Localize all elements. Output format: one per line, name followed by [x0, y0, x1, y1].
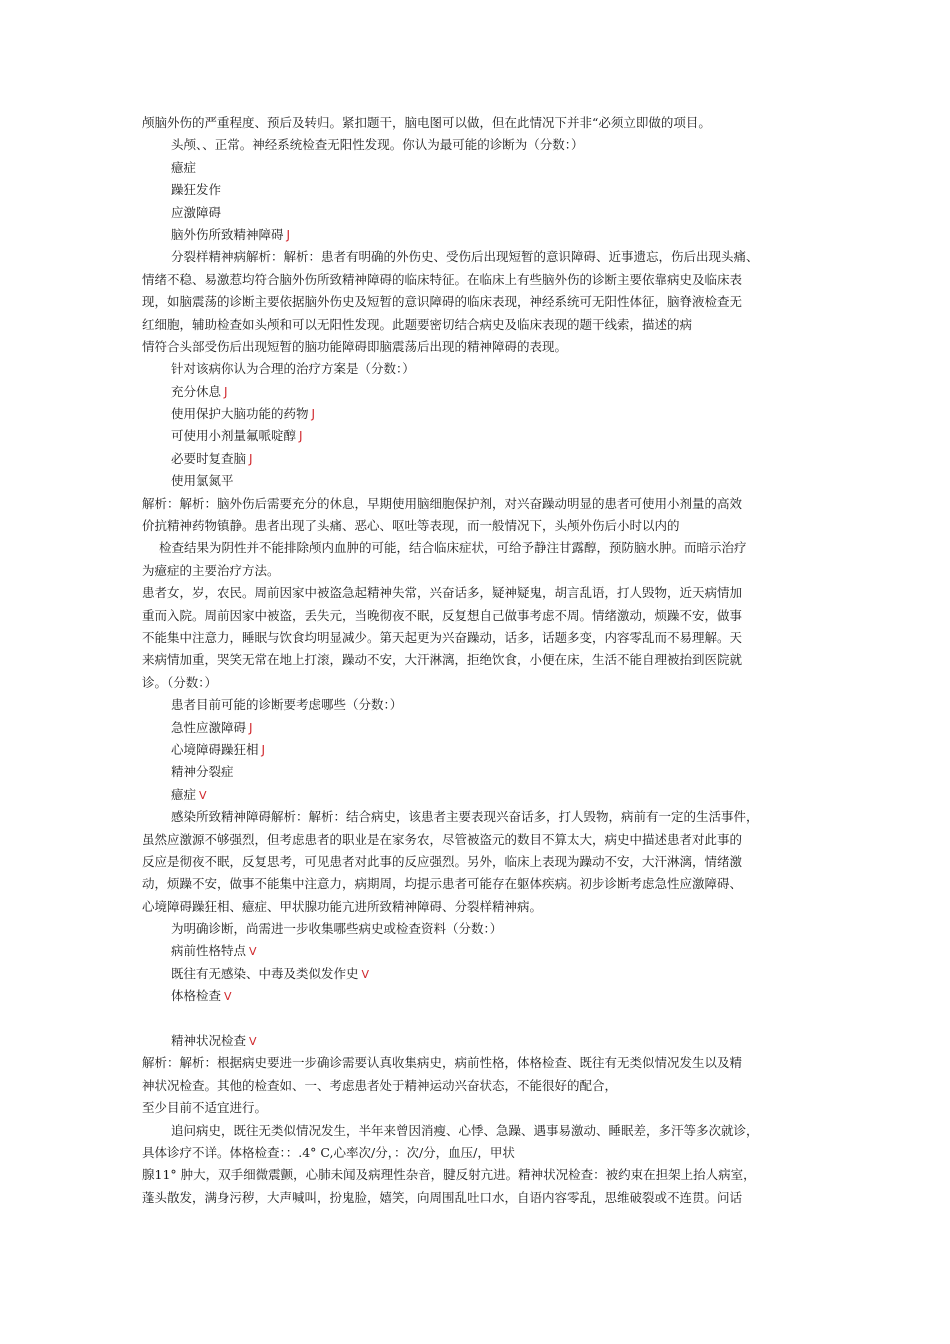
text-line [142, 425, 822, 447]
line-text: 追问病史，既往无类似情况发生，半年来曾因消瘦、心悸、急躁、遇事易激动、睡眠差，多汗等多次就诊， [171, 1122, 759, 1138]
text-line [142, 694, 822, 716]
line-text: 现，如脑震荡的诊断主要依据脑外伤史及短暂的意识障碍的临床表现，神经系统可无阳性体征，脑脊液检查无 [142, 294, 743, 310]
answer-mark: V [249, 1035, 257, 1049]
answer-mark: V [249, 945, 257, 959]
line-text: 至少目前不适宜进行。 [142, 1100, 268, 1116]
line-text: 蓬头散发，满身污秽，大声喊叫，扮鬼脸，嬉笑，向周围乱吐口水，自语内容零乱，思维破裂或不连贯。问话 [142, 1189, 743, 1205]
line-text: 情绪不稳、易激惹均符合脑外伤所致精神障碍的临床特征。在临床上有些脑外伤的诊断主要依靠病史及临床表 [142, 271, 743, 287]
line-text: 价抗精神药物镇静。患者出现了头痛、恶心、呕吐等表现，而一般情况下，头颅外伤后小时以内的 [142, 518, 680, 534]
answer-mark: J [249, 451, 253, 466]
line-text: 急性应激障碍 [171, 719, 247, 735]
line-text: 精神状况检查 [171, 1033, 247, 1049]
blank-line [142, 1008, 822, 1030]
text-line [142, 403, 822, 425]
line-text: 检查结果为阴性并不能排除颅内血肿的可能，结合临床症状，可给予静注甘露醇，预防脑水肿。而暗示治疗 [159, 540, 747, 556]
line-text: 腺11° 肿大，双手细微震颤，心肺未闻及病理性杂音，腱反射亢进。精神状况检查：被约束在担架上抬人病室， [142, 1167, 756, 1183]
text-line [142, 1164, 822, 1186]
line-text: 躁狂发作 [171, 182, 222, 198]
text-line [142, 582, 822, 604]
text-line [142, 112, 822, 134]
line-text: 为明确诊断，尚需进一步收集哪些病史或检查资料（分数：） [171, 921, 503, 937]
line-text: 神状况检查。其他的检查如、一、考虑患者处于精神运动兴奋状态，不能很好的配合， [142, 1077, 618, 1093]
text-line [142, 761, 822, 783]
line-text: 感染所致精神障碍解析：解析：结合病史，该患者主要表现兴奋话多，打人毁物，病前有一定的生活事件， [171, 809, 759, 825]
text-line [142, 381, 822, 403]
answer-mark: J [224, 384, 228, 399]
text-line [142, 1030, 822, 1052]
answer-mark: J [286, 227, 291, 242]
text-line [142, 358, 822, 380]
line-text: 具体诊疗不详。体格检查：：.4° C,心率次/分，：次/分，血压/，甲状 [142, 1144, 515, 1160]
line-text: 充分休息 [171, 383, 222, 399]
text-line [142, 470, 822, 492]
line-text: 解析：解析：根据病史要进一步确诊需要认真收集病史，病前性格，体格检查、既往有无类似情况发生以及精 [142, 1055, 743, 1071]
text-line [142, 1120, 822, 1142]
line-text: 红细胞，辅助检查如头颅和可以无阳性发现。此题要密切结合病史及临床表现的题干线索，描述的病 [142, 316, 693, 332]
text-line [142, 202, 822, 224]
text-line [142, 717, 822, 739]
line-text: 颅脑外伤的严重程度、预后及转归。紧扣题干，脑电图可以做，但在此情况下并非“必须立即做的项目。 [142, 115, 711, 130]
line-text: 体格检查 [171, 988, 222, 1004]
line-text: 患者目前可能的诊断要考虑哪些（分数：） [171, 697, 403, 713]
line-text: 病前性格特点 [171, 943, 247, 959]
line-text: 应激障碍 [171, 204, 222, 220]
text-line [142, 605, 822, 627]
text-line [142, 784, 822, 806]
line-text: 来病情加重，哭笑无常在地上打滚，躁动不安，大汗淋漓，拒绝饮食，小便在床，生活不能自理被抬到医院就 [142, 652, 743, 668]
answer-mark: J [249, 720, 253, 735]
text-line [142, 829, 822, 851]
answer-mark: J [299, 429, 303, 444]
line-text: 情符合头部受伤后出现短暂的脑功能障碍即脑震荡后出现的精神障碍的表现。 [142, 338, 568, 354]
text-line [142, 963, 822, 985]
answer-mark: V [224, 990, 232, 1004]
line-text: 解析：解析：脑外伤后需要充分的休息，早期使用脑细胞保护剂，对兴奋躁动明显的患者可使用小剂量的高效 [142, 495, 743, 511]
line-text: 脑外伤所致精神障碍 [171, 226, 284, 242]
text-line [142, 157, 822, 179]
line-text: 为癔症的主要治疗方法。 [142, 562, 280, 578]
line-text: 使用保护大脑功能的药物 [171, 406, 309, 422]
line-text: 虽然应激源不够强烈，但考虑患者的职业是在家务农，尽管被盗元的数目不算太大，病史中描述患者对此事的 [142, 831, 743, 847]
document-page [142, 112, 822, 1209]
answer-mark: V [361, 967, 370, 981]
text-line [142, 537, 822, 559]
line-text: 分裂样精神病解析：解析：患者有明确的外伤史、受伤后出现短暂的意识障碍、近事遗忘，伤后出现头痛、 [171, 249, 759, 265]
line-text: 诊。（分数：） [142, 674, 218, 690]
line-text: 不能集中注意力，睡眠与饮食均明显减少。第天起更为兴奋躁动，话多，话题多变，内容零乱而不易理解。天 [142, 629, 743, 645]
text-line [142, 314, 822, 336]
line-text: 必要时复查脑 [171, 450, 247, 466]
text-line [142, 1075, 822, 1097]
text-line [142, 179, 822, 201]
text-line [142, 224, 822, 246]
text-line [142, 806, 822, 828]
line-text: 重而入院。周前因家中被盗，丢失元，当晚彻夜不眠，反复想自己做事考虑不周。情绪激动，烦躁不安，做事 [142, 607, 743, 623]
answer-mark: V [199, 788, 207, 802]
line-text: 癔症 [171, 786, 197, 802]
text-line [142, 1187, 822, 1209]
text-line [142, 134, 822, 156]
text-line [142, 985, 822, 1007]
text-line [142, 918, 822, 940]
text-line [142, 672, 822, 694]
text-line [142, 1097, 822, 1119]
line-text: 心境障碍躁狂相 [171, 741, 259, 757]
text-line [142, 940, 822, 962]
line-text: 头颅、、正常。神经系统检查无阳性发现。你认为最可能的诊断为（分数：） [171, 137, 584, 153]
text-line [142, 269, 822, 291]
text-line [142, 851, 822, 873]
line-text: 既往有无感染、中毒及类似发作史 [171, 965, 359, 981]
text-line [142, 873, 822, 895]
answer-mark: J [261, 742, 266, 757]
line-text: 精神分裂症 [171, 764, 234, 780]
line-text: 患者女，岁，农民。周前因家中被盗急起精神失常，兴奋话多，疑神疑鬼，胡言乱语，打人毁物，近天病情加 [142, 585, 743, 601]
line-text: 癔症 [171, 159, 197, 175]
line-text: 可使用小剂量氟哌啶醇 [171, 428, 297, 444]
line-text: 针对该病你认为合理的治疗方案是（分数：） [171, 361, 415, 377]
text-line [142, 515, 822, 537]
text-line [142, 896, 822, 918]
text-line [142, 627, 822, 649]
text-line [142, 1052, 822, 1074]
line-text: 反应是彻夜不眠，反复思考，可见患者对此事的反应强烈。另外，临床上表现为躁动不安，大汗淋漓，情绪激 [142, 853, 743, 869]
text-line [142, 291, 822, 313]
text-line [142, 649, 822, 671]
line-text: 使用氯氮平 [171, 473, 234, 489]
text-line [142, 448, 822, 470]
answer-mark: J [311, 407, 316, 422]
text-line [142, 739, 822, 761]
text-line [142, 336, 822, 358]
line-text: 动，烦躁不安，做事不能集中注意力，病期周，均提示患者可能存在躯体疾病。初步诊断考虑急性应激障碍、 [142, 876, 743, 892]
text-line [142, 246, 822, 268]
text-line [142, 1142, 822, 1164]
line-text: 心境障碍躁狂相、癔症、甲状腺功能亢进所致精神障碍、分裂样精神病。 [142, 898, 543, 914]
text-line [142, 560, 822, 582]
text-line [142, 493, 822, 515]
